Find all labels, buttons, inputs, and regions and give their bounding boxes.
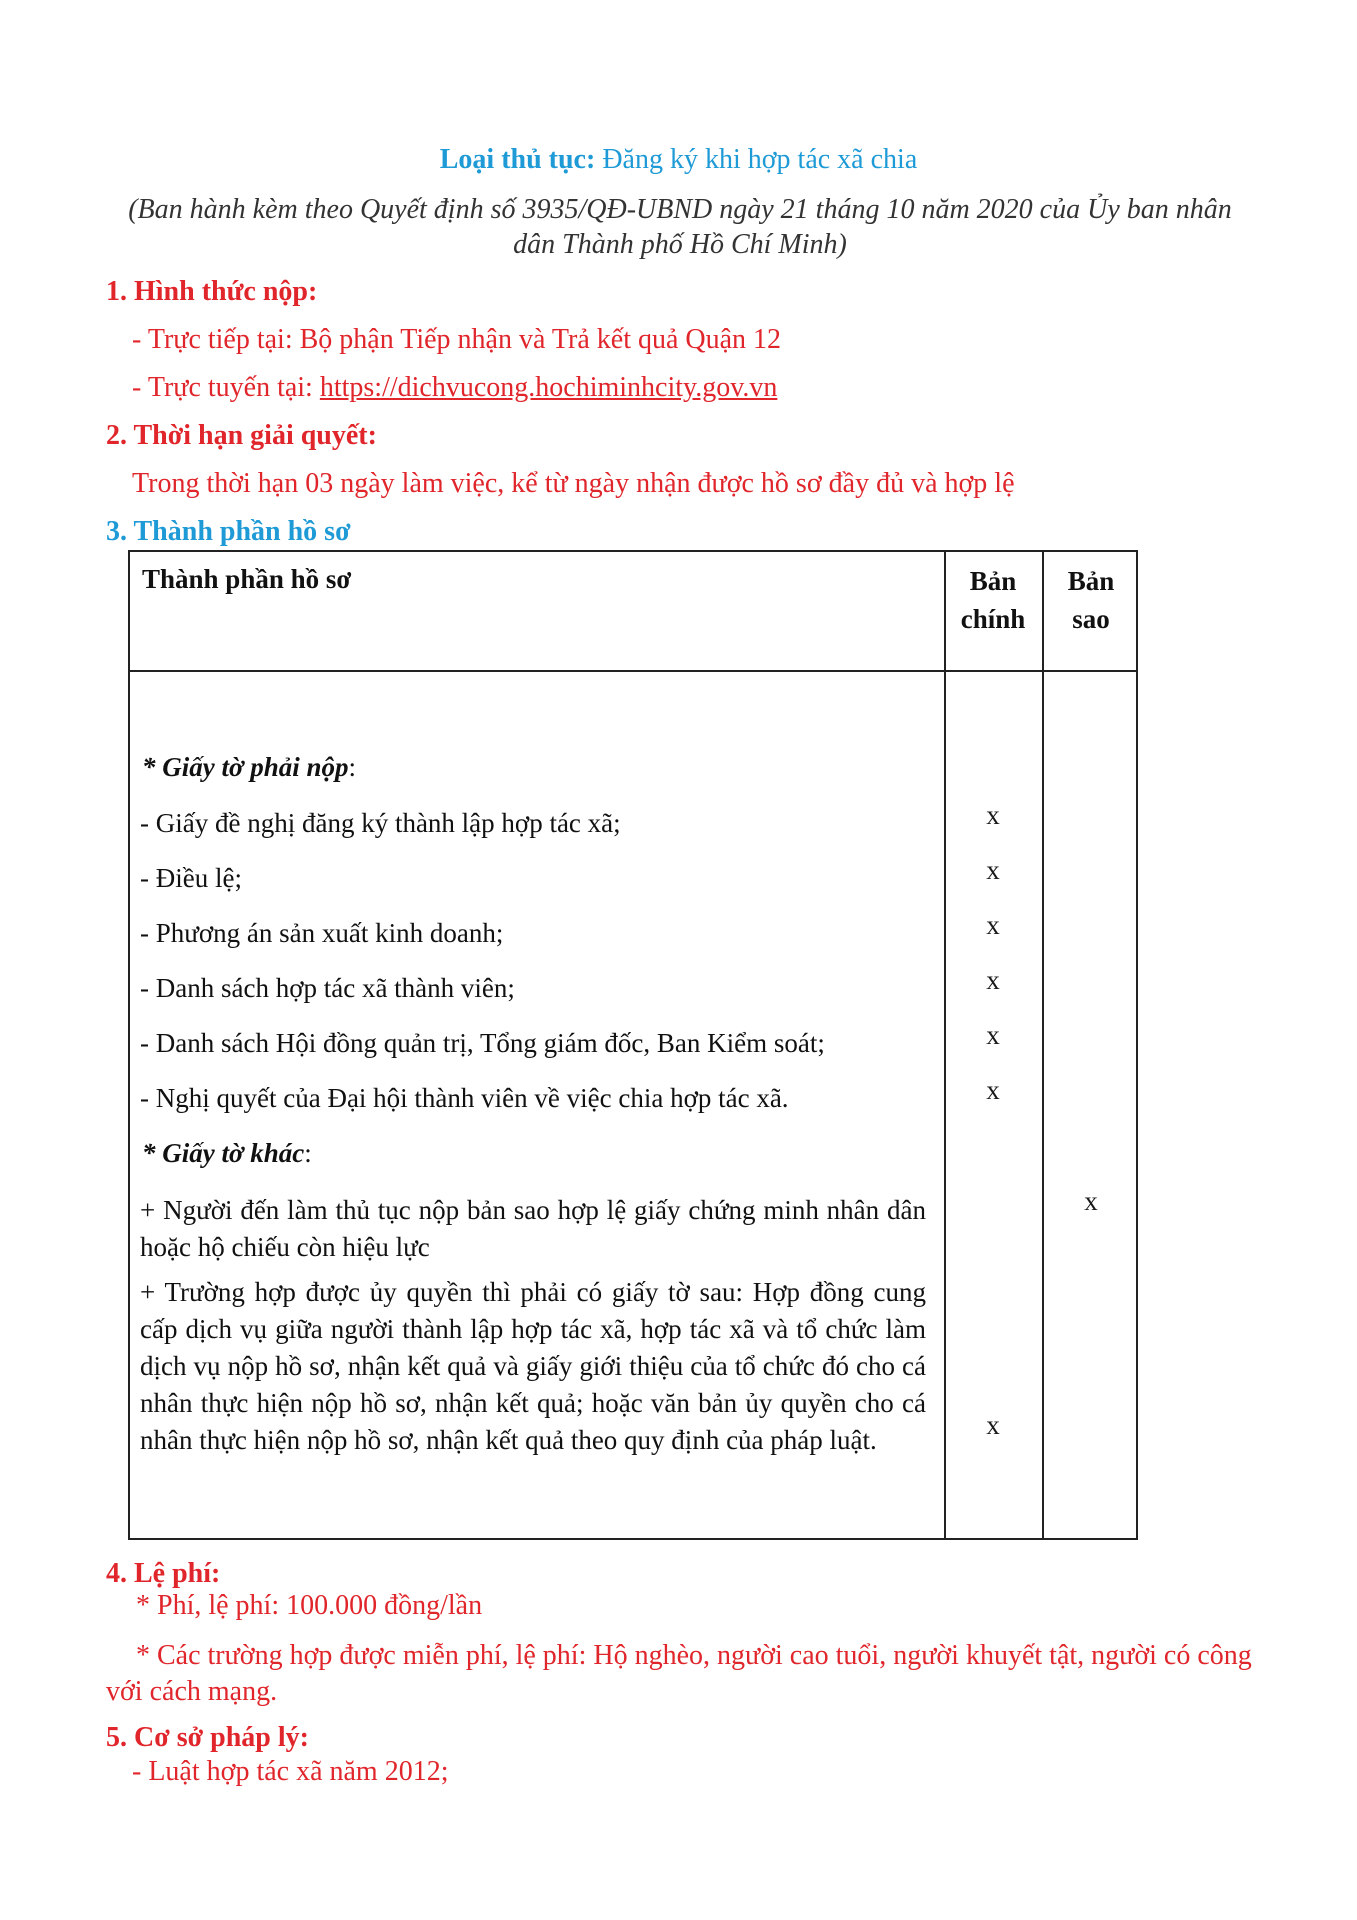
section1-online xyxy=(132,372,777,404)
original-mark: x xyxy=(986,910,1000,940)
original-mark: x xyxy=(986,800,1000,830)
section5-heading: 5. Cơ sở pháp lý: xyxy=(106,1722,309,1753)
table-row: - Giấy đề nghị đăng ký thành lập hợp tác xã; xyxy=(140,808,621,838)
section4-exempt: * Các trường hợp được miễn phí, lệ phí: Hộ nghèo, người cao tuổi, người khuyết tật, người có công với cách mạng. xyxy=(106,1640,1252,1707)
required-docs-colon: : xyxy=(348,752,357,782)
section1-direct: - Trực tiếp tại: Bộ phận Tiếp nhận và Trả kết quả Quận 12 xyxy=(132,324,782,355)
online-link[interactable]: https://dichvucong.hochiminhcity.gov.vn xyxy=(319,372,778,403)
other-docs-label: * Giấy tờ khác xyxy=(142,1138,305,1168)
section2-heading: 2. Thời hạn giải quyết: xyxy=(106,420,377,451)
section2-text: Trong thời hạn 03 ngày làm việc, kể từ ngày nhận được hồ sơ đầy đủ và hợp lệ xyxy=(132,468,1015,499)
subtitle: (Ban hành kèm theo Quyết định số 3935/QĐ-UBND ngày 21 tháng 10 năm 2020 của Ủy ban nhân dân Thành phố Hồ Chí Minh) xyxy=(128,194,1232,260)
other-doc-id-copy: + Người đến làm thủ tục nộp bản sao hợp lệ giấy chứng minh nhân dân hoặc hộ chiếu còn hiệu lực xyxy=(140,1195,926,1262)
table-header-divider xyxy=(130,670,1136,672)
title-label: Loại thủ tục: xyxy=(439,144,596,175)
table-row: - Điều lệ; xyxy=(140,863,242,893)
table-row: - Danh sách Hội đồng quản trị, Tổng giám đốc, Ban Kiểm soát; xyxy=(140,1028,825,1058)
original-mark: x xyxy=(986,1410,1000,1440)
section4-heading: 4. Lệ phí: xyxy=(106,1558,221,1589)
table-header-documents: Thành phần hồ sơ xyxy=(142,564,352,594)
page-title xyxy=(0,144,1357,176)
table-header-copy: Bản sao xyxy=(1067,566,1115,634)
table-row: - Danh sách hợp tác xã thành viên; xyxy=(140,973,515,1003)
table-divider xyxy=(1042,552,1044,1538)
original-mark: x xyxy=(986,965,1000,995)
table-header-original: Bản chính xyxy=(960,566,1026,634)
original-mark: x xyxy=(986,855,1000,885)
required-docs-heading xyxy=(142,752,356,783)
documents-table xyxy=(128,550,1138,1540)
required-docs-label: * Giấy tờ phải nộp xyxy=(142,752,349,782)
other-doc-authorization: + Trường hợp được ủy quyền thì phải có giấy tờ sau: Hợp đồng cung cấp dịch vụ giữa người thành lập hợp tác xã, hợp tác xã và tổ chức làm dịch vụ nộp hồ sơ, nhận kết quả và giấy giới thiệu của tổ chức đó cho cá nhân thực hiện nộp hồ sơ, nhận kết quả; hoặc văn bản ủy quyền cho cá nhân thực hiện nộp hồ sơ, nhận kết quả theo quy định của pháp luật. xyxy=(140,1277,926,1455)
other-docs-colon: : xyxy=(304,1138,312,1168)
section1-heading: 1. Hình thức nộp: xyxy=(106,276,318,307)
table-row: - Phương án sản xuất kinh doanh; xyxy=(140,918,504,948)
copy-mark: x xyxy=(1084,1186,1098,1216)
original-mark: x xyxy=(986,1020,1000,1050)
original-mark: x xyxy=(986,1075,1000,1105)
online-label: - Trực tuyến tại: xyxy=(132,372,320,403)
section4-fee: * Phí, lệ phí: 100.000 đồng/lần xyxy=(136,1590,483,1621)
table-row: - Nghị quyết của Đại hội thành viên về việc chia hợp tác xã. xyxy=(140,1083,789,1113)
title-text: Đăng ký khi hợp tác xã chia xyxy=(602,144,918,175)
other-docs-heading xyxy=(142,1138,312,1169)
section5-law: - Luật hợp tác xã năm 2012; xyxy=(132,1756,449,1787)
section3-heading: 3. Thành phần hồ sơ xyxy=(106,516,351,547)
